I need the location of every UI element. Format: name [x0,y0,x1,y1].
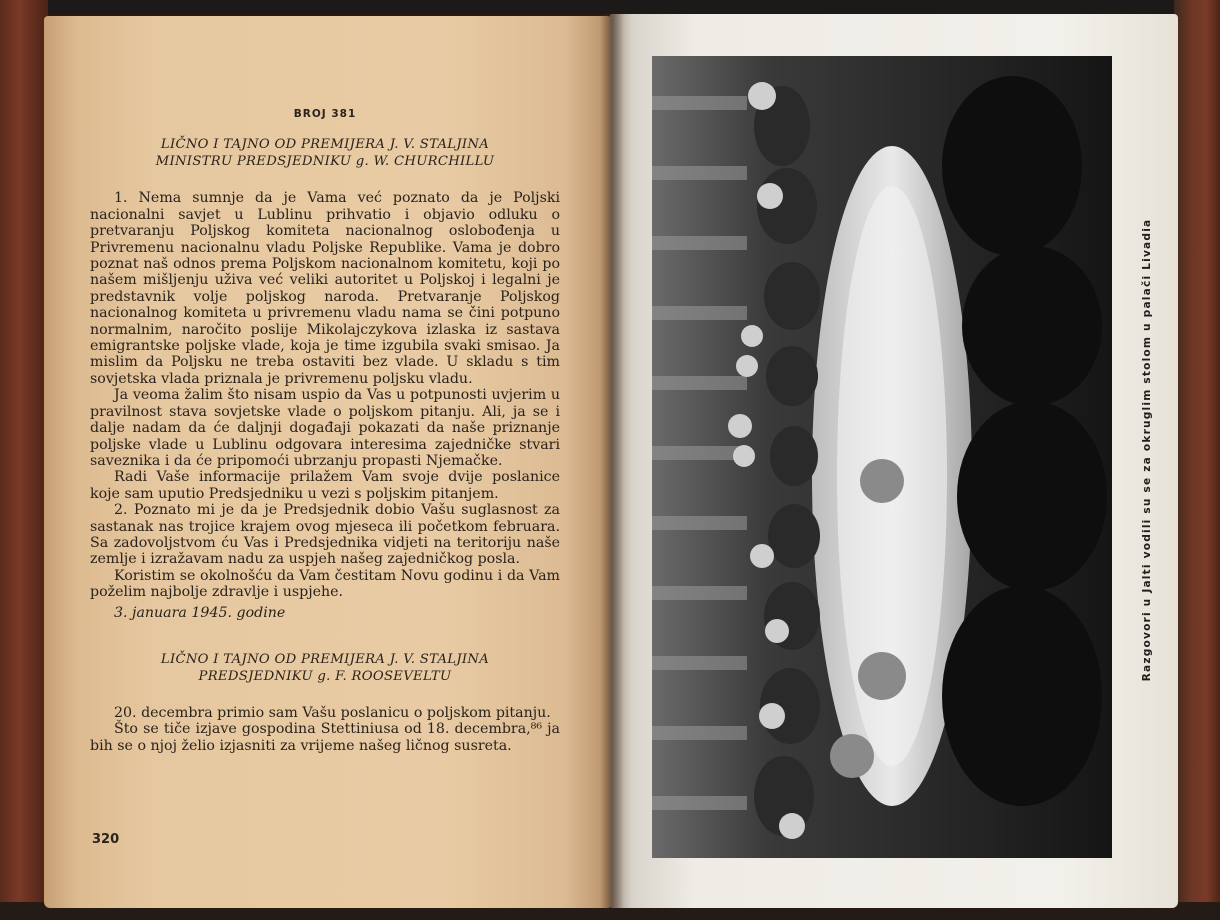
page-number: 320 [92,832,120,847]
paragraph: 1. Nema sumnje da je Vama već poznato da je Poljski nacionalni savjet u Lublinu prihvatio i objavio odluku o pretvaranju Poljskog komiteta nacionalnog oslobođenja u Privremenu nacionalnu vladu Poljske Republike. Vama je dobro poznat naš odnos prema Poljskom nacionalnom komitetu, koji po našem mišljenju uživa već veliki autoritet u Poljskoj i legalni je predstavnik volje poljskog naroda. Pretvaranje Poljskog nacionalnog komiteta u privremenu vladu nama se čini potpuno normalnim, naročito poslije Mikolajczykova izlaska iz sastava emigrantske poljske vlade, koja je time izgubila svaki smisao. Ja mislim da Poljsku ne treba ostaviti bez vlade. U skladu s tim sovjetska vlada priznala je privremenu poljsku vladu. [90,190,560,387]
paragraph: 2. Poznato mi je da je Predsjednik dobio Vašu suglasnost za sastanak nas trojice krajem ovog mjeseca ili početkom februara. Sa zadovoljstvom ću Vas i Predsjednika vidjeti na teritoriju naše zemlje i izražavam nadu za uspjeh našeg zajedničkog posla. [90,502,560,568]
paragraph: 20. decembra primio sam Vašu poslanicu o poljskom pitanju. [114,704,551,721]
paragraph: Ja veoma žalim što nisam uspio da Vas u potpunosti uvjerim u pravilnost stava sovjetske vlade o poljskom pitanju. Ali, ja se i dalje nadam da će daljnji događaji pokazati da naše priznanje poljske vlade u Lublinu odgovara interesima zajedničke stvari saveznika i da će pripomoći ubrzanju propasti Njemačke. [90,387,560,469]
paragraph: Koristim se okolnošću da Vam čestitam Novu godinu i da Vam poželim najbolje zdravlje i uspjehe. [90,567,560,601]
photo-caption [1132,100,1162,800]
photo-illustration [652,56,1112,858]
book-gutter [600,14,624,908]
book-cover-left [0,0,48,920]
section-number: BROJ 381 [293,108,357,120]
letter-title-2-line1: LIČNO I TAJNO OD PREMIJERA J. V. STALJINA [160,651,490,667]
paragraph: Što se tiče izjave gospodina Stettiniusa od 18. decembra,⁸⁶ ja bih se o njoj želio izjasniti za vrijeme našeg ličnog susreta. [90,721,560,754]
yalta-conference-photo [652,56,1112,858]
book-cover-top [0,0,1220,14]
letter-title-2-line2: PREDSJEDNIKU g. F. ROOSEVELTU [198,668,452,684]
book-cover-right [1174,0,1220,920]
paragraph: Radi Vaše informacije prilažem Vam svoje dvije poslanice koje sam uputio Predsjedniku u vezi s poljskim pitanjem. [90,469,560,502]
letter-date: 3. januara 1945. godine [114,604,286,621]
letter-title-1-line1: LIČNO I TAJNO OD PREMIJERA J. V. STALJINA [160,137,490,153]
letter-title-2 [90,651,560,685]
left-page-text [90,96,560,754]
letter-title-1 [90,136,560,170]
photo-caption-text: Razgovori u Jalti vodili su se za okruglim stolom u palači Livadia [1141,218,1153,682]
letter-title-1-line2: MINISTRU PREDSJEDNIKU g. W. CHURCHILLU [155,154,495,170]
